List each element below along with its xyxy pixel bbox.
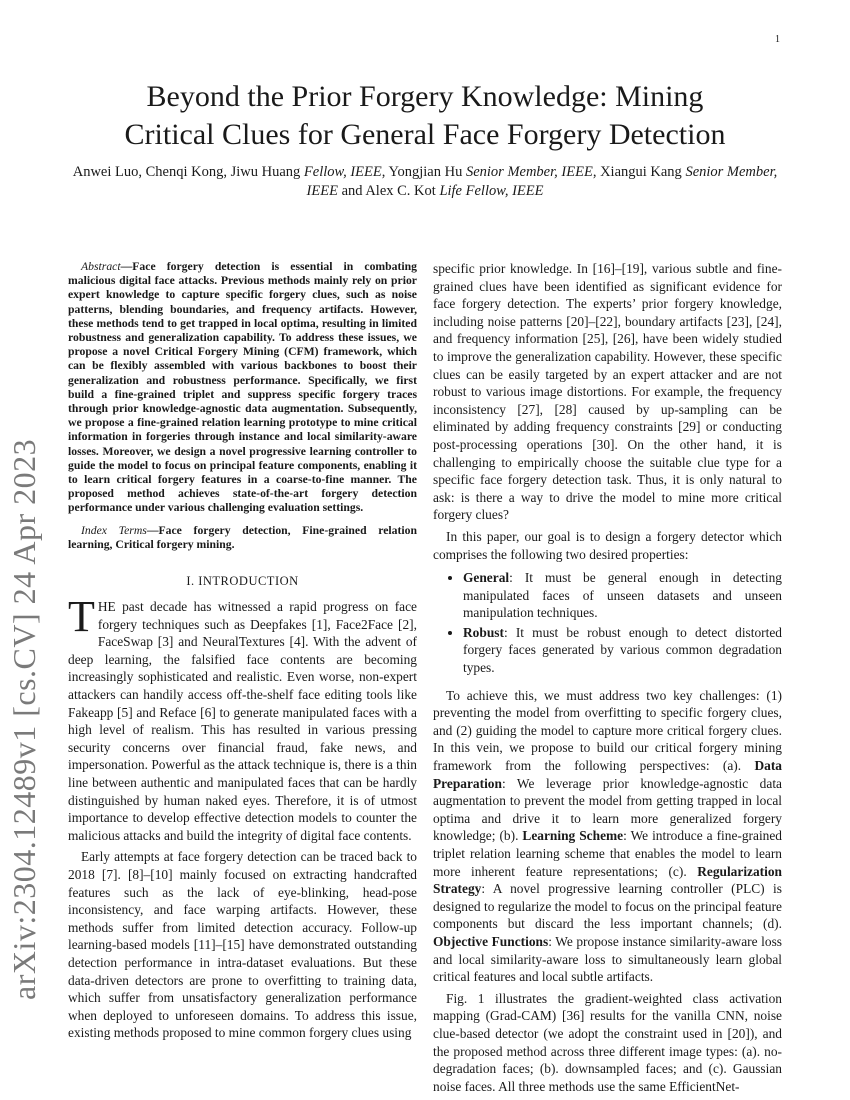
property-description: : It must be robust enough to detect distorted forgery faces generated by various common degradation types. xyxy=(463,624,782,676)
paragraph-text: : We leverage prior knowledge-agnostic data augmentation to prevent the model from getting trapped in local optima and drive it to learn more generalized forgery knowledge; (b). xyxy=(433,775,782,844)
left-column xyxy=(68,260,417,1042)
right-column xyxy=(433,260,782,1095)
index-terms-text: —Face forgery detection, Fine-grained relation learning, Critical forgery mining. xyxy=(68,523,418,551)
intro-paragraph-3: specific prior knowledge. In [16]–[19], various subtle and fine-grained clues have been identified as significant evidence for face forgery detection. The experts’ prior forgery knowledge, including noise patterns [20]–[22], boundary artifacts [23], [24], and frequency information [25], [26], have been widely studied to improve the generalization capability. However, these specific clues can be easily targeted by an expert attacker and are not robust to various image distortions. For example, the frequency inconsistency [27], [28] caused by up-sampling can be eliminated by adding frequency constraints [29] or conducting post-processing operations [30]. On the other hand, it is challenging to empirically choose the suitable clue type for a specific face forgery detection task. Thus, it is only natural to ask: is there a way to drive the model to mine more critical forgery clues? xyxy=(433,261,782,523)
section-heading-introduction: I. INTRODUCTION xyxy=(186,574,299,589)
title-line-2: Critical Clues for General Face Forgery Detection xyxy=(124,118,726,151)
index-terms-label: Index Terms xyxy=(81,523,147,537)
property-term: Robust xyxy=(463,624,504,640)
author-segment: and Alex C. Kot xyxy=(337,183,440,199)
property-term: General xyxy=(463,570,510,586)
paper-title xyxy=(60,78,790,154)
paragraph-text: To achieve this, we must address two key challenges: (1) preventing the model from overfitting to specific forgery clues, and (2) guiding the model to capture more critical forgery clues. In this vein, we propose to build our critical forgery mining framework from the following perspectives: (a). xyxy=(433,687,782,774)
list-item xyxy=(463,624,782,677)
index-terms xyxy=(68,524,417,552)
paragraph-text: : We introduce a fine-grained triplet relation learning scheme that enables the model to learn more inherent feature representations; (c). xyxy=(433,828,782,879)
intro-paragraph-4: In this paper, our goal is to design a forgery detector which comprises the following two desired properties: xyxy=(433,528,782,562)
perspective-term: Learning Scheme xyxy=(522,828,624,844)
abstract-text: —Face forgery detection is essential in combating malicious digital face attacks. Previous methods mainly rely on prior expert knowledge to capture specific forgery clues, such as noise patterns, blending boundaries, and frequency artifacts. However, these methods tend to get trapped in local optima, resulting in limited robustness and generalization capability. To address these issues, we propose a novel Critical Forgery Mining (CFM) framework, which can be flexibly assembled with various backbones to boost their generalization and robustness performance. Specifically, we first build a fine-grained triplet and suppress specific forgery traces through prior knowledge-agnostic data augmentation. Subsequently, we propose a fine-grained relation learning prototype to mine critical information in forgeries through instance and local similarity-aware losses. Moreover, we design a novel progressive learning controller to guide the model to focus on principal feature components, enabling it to learn critical forgery features in a coarse-to-fine manner. The proposed method achieves state-of-the-art forgery detection performance under various challenging evaluation settings. xyxy=(68,260,417,515)
properties-list xyxy=(433,569,782,677)
intro-paragraph-1 xyxy=(68,592,417,844)
property-description: : It must be general enough in detecting manipulated faces of unseen datasets and unseen manipulation techniques. xyxy=(463,570,782,621)
drop-cap: T xyxy=(68,592,95,642)
intro-paragraph-2: Early attempts at face forgery detection can be traced back to 2018 [7]. [8]–[10] mainly focused on extracting handcrafted features such as the lack of eye-blinking, head-pose inconsistency, and face warping artifacts. However, these methods suffer from limited detection accuracy. Follow-up learning-based models [11]–[15] have demonstrated outstanding detection performance in intra-dataset evaluations. But these data-driven detectors are prone to overfitting to training data, which suffer from unsatisfactory generalization performance when deployed to unforeseen domains. To address this issue, existing methods proposed to mine common forgery clues using xyxy=(68,849,417,1041)
paragraph-text: : We propose instance similarity-aware loss and local similarity-aware loss to simultaneously learn global critical features and local subtle artifacts. xyxy=(433,933,783,985)
perspective-term: Objective Functions xyxy=(433,933,549,949)
author-role: Fellow, IEEE xyxy=(303,164,382,180)
list-item xyxy=(463,569,782,622)
intro-paragraph-1-text: HE past decade has witnessed a rapid progress on face forgery techniques such as Deepfakes [1], Face2Face [2], FaceSwap [3] and NeuralTextures [4]. With the advent of deep learning, the falsified face contents are becoming increasingly sophisticated and realistic. Even worse, non-expert attackers can handily access off-the-shelf face editing tools like Fakeapp [5] and Reface [6] to generate manipulated faces with a high level of realism. This has resulted in various pressing security concerns over financial fraud, fake news, and impersonation. Powerful as the attack technique is, there is a thin line between authentic and manipulated faces that can be hardly distinguished by human naked eyes. Therefore, it is of utmost importance to develop effective detection models to counter the malicious attacks and build the integrity of digital face contents. xyxy=(68,599,417,843)
perspective-term: Regularization Strategy xyxy=(433,863,782,897)
author-list xyxy=(60,163,790,201)
author-role: Senior Member, IEEE xyxy=(306,164,778,199)
author-segment: , Yongjian Hu xyxy=(381,164,466,180)
author-role: Life Fellow, IEEE xyxy=(439,183,544,199)
intro-paragraph-5 xyxy=(433,687,782,986)
abstract xyxy=(68,260,417,516)
paragraph-text: : A novel progressive learning controller (PLC) is designed to regularize the model to focus on the principal feature components but discard the less important channels; (d). xyxy=(433,881,782,932)
author-segment: , Xiangui Kang xyxy=(592,164,686,180)
title-line-1: Beyond the Prior Forgery Knowledge: Mining xyxy=(146,80,704,113)
perspective-term: Data Preparation xyxy=(433,758,782,791)
author-role: Senior Member, IEEE xyxy=(465,164,593,180)
intro-paragraph-6: Fig. 1 illustrates the gradient-weighted class activation mapping (Grad-CAM) [36] results for the vanilla CNN, noise clue-based detector (we adopt the constraint used in [20]), and the proposed method across three different image types: (a). no-degradation faces; (b). downsampled faces; and (c). Gaussian noise faces. All three methods use the same EfficientNet- xyxy=(433,990,782,1094)
arxiv-identifier: arXiv:2304.12489v1 [cs.CV] 24 Apr 2023 xyxy=(6,438,42,1000)
abstract-label: Abstract xyxy=(81,260,121,273)
author-segment: Anwei Luo, Chenqi Kong, Jiwu Huang xyxy=(72,164,304,180)
page-number: 1 xyxy=(775,34,780,45)
